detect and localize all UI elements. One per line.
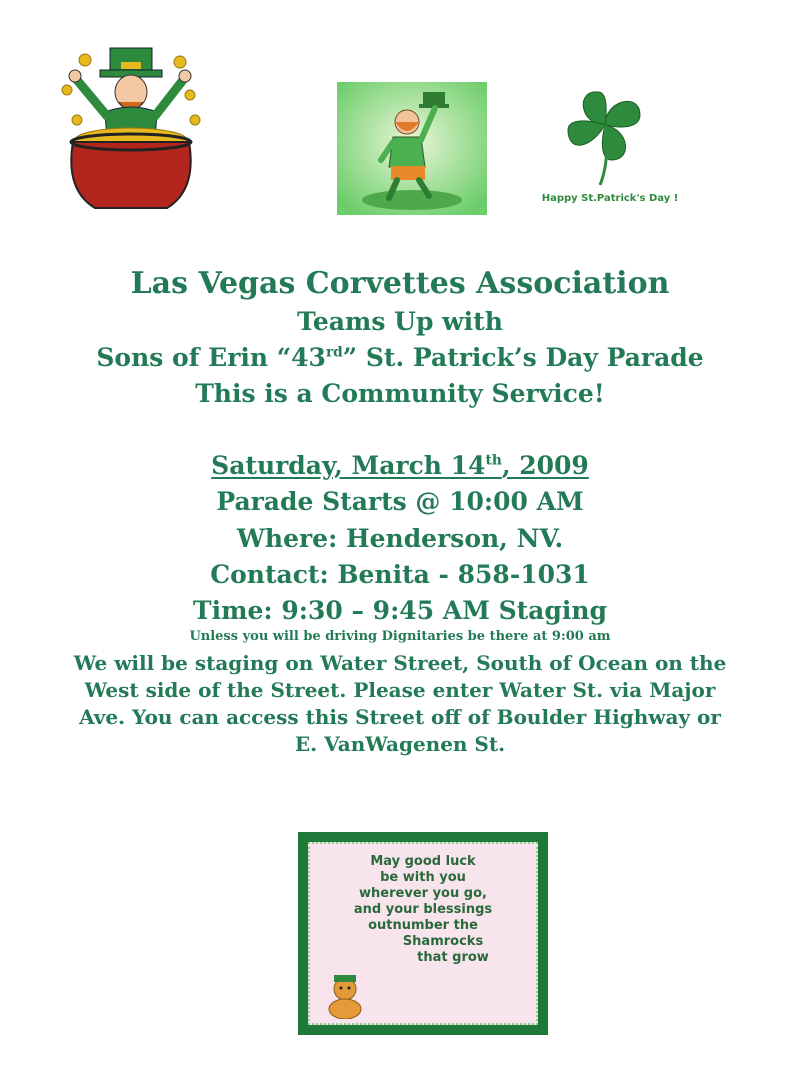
blessing-line: and your blessings [353, 902, 493, 917]
event-where: Where: Henderson, NV. [236, 524, 564, 553]
blessing-line: wherever you go, [359, 886, 487, 901]
blessing-line: May good luck [370, 854, 476, 869]
blessing-line: outnumber the [368, 918, 478, 933]
shamrock-icon [560, 80, 650, 190]
heading-line-3: Sons of Erin “43rd” St. Patrick’s Day Parade [96, 343, 704, 372]
blessing-card-inner [308, 842, 538, 1025]
directions-line: West side of the Street. Please enter Water St. via Major [84, 678, 716, 702]
event-start: Parade Starts @ 10:00 AM [216, 487, 584, 516]
leprechaun-card-icon [337, 82, 487, 215]
heading-line-1: Las Vegas Corvettes Association [130, 266, 670, 301]
blessing-card-icon [298, 832, 548, 1035]
event-note: Unless you will be driving Dignitaries be there at 9:00 am [189, 629, 611, 644]
heading-line-4: This is a Community Service! [195, 379, 605, 408]
heading-line-2: Teams Up with [297, 307, 503, 336]
directions-line: E. VanWagenen St. [294, 732, 506, 756]
event-directions [0, 650, 800, 758]
blessing-line: Shamrocks [402, 934, 484, 949]
event-time: Time: 9:30 – 9:45 AM Staging [192, 596, 608, 625]
directions-line: Ave. You can access this Street off of Boulder Highway or [79, 705, 721, 729]
event-contact: Contact: Benita - 858-1031 [210, 560, 590, 589]
blessing-line: that grow [417, 950, 489, 965]
leprechaun-pot-icon [55, 40, 205, 220]
event-date: Saturday, March 14th, 2009 [211, 451, 589, 480]
directions-line: We will be staging on Water Street, South of Ocean on the [73, 651, 727, 675]
blessing-line: be with you [380, 870, 466, 885]
shamrock-caption: Happy St.Patrick's Day ! [541, 193, 679, 204]
bear-icon [320, 969, 370, 1019]
